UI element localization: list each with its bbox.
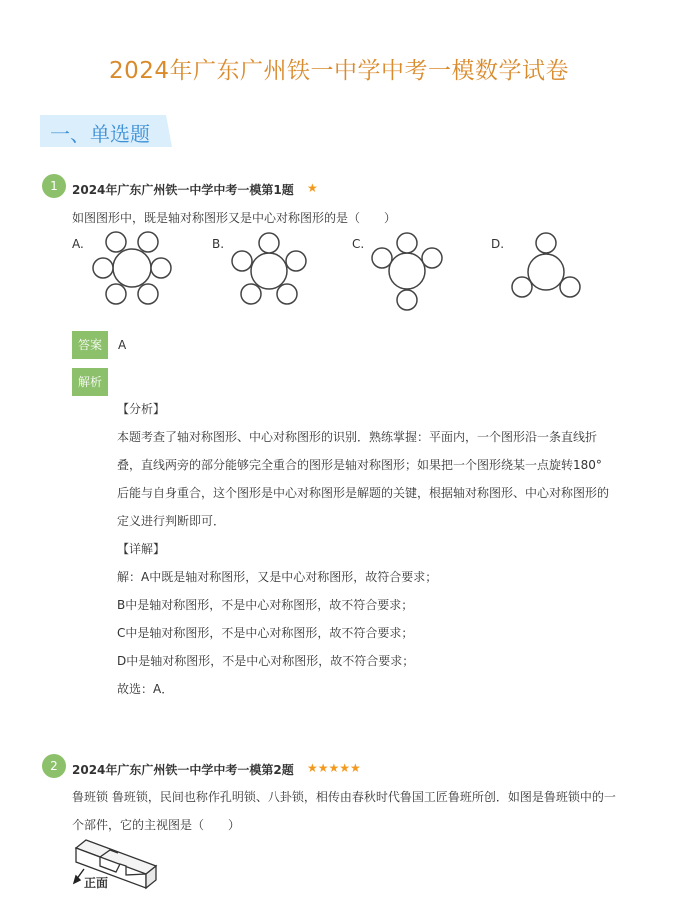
option-b-label: B.: [212, 237, 225, 251]
option-a-figure: [86, 228, 176, 308]
question-title[interactable]: 2024年广东广州铁一中学中考一模第2题: [72, 763, 294, 777]
analysis-line: B中是轴对称图形，不是中心对称图形，故不符合要求；: [117, 598, 414, 612]
difficulty-stars: ★: [307, 181, 318, 195]
analysis-tag: 解析: [72, 368, 108, 396]
analysis-line: 定义进行判断即可．: [117, 514, 226, 528]
option-c-figure: [366, 228, 456, 314]
stem-line: 鲁班锁 鲁班锁，民间也称作孔明锁、八卦锁，相传由春秋时代鲁国工匠鲁班所创．如图是鲁班锁中的一: [72, 790, 616, 804]
figure-front-label: 正面: [84, 876, 109, 890]
question-stem: [72, 783, 642, 839]
analysis-line: 【分析】: [117, 402, 166, 416]
option-d-figure: [506, 228, 596, 308]
analysis-line: 叠，直线两旁的部分能够完全重合的图形是轴对称图形；如果把一个图形绕某一点旋转180°: [117, 458, 602, 472]
analysis-line: 故选：A．: [117, 682, 174, 696]
option-c-label: C.: [352, 237, 365, 251]
question-number-badge: 2: [42, 754, 66, 778]
stem-line: 个部件，它的主视图是（ ）: [72, 818, 241, 832]
page-title: 2024年广东广州铁一中学中考一模数学试卷: [108, 58, 570, 84]
analysis-line: 后能与自身重合，这个图形是中心对称图形是解题的关键，根据轴对称图形、中心对称图形的: [117, 486, 610, 500]
question-title[interactable]: 2024年广东广州铁一中学中考一模第1题: [72, 183, 294, 197]
option-a-label: A.: [72, 237, 84, 251]
section-label: 一、单选题: [50, 122, 150, 146]
question-number-badge: 1: [42, 174, 66, 198]
analysis-line: 本题考查了轴对称图形、中心对称图形的识别．熟练掌握：平面内，一个图形沿一条直线折: [117, 430, 598, 444]
difficulty-stars: ★★★★★: [307, 761, 361, 775]
option-d-label: D.: [491, 237, 505, 251]
analysis-line: 解：A中既是轴对称图形，又是中心对称图形，故符合要求；: [117, 570, 438, 584]
section-banner: [40, 115, 172, 147]
analysis-block: [117, 395, 627, 703]
analysis-line: 【详解】: [117, 542, 166, 556]
option-b-figure: [226, 228, 316, 308]
answer-tag: 答案: [72, 331, 108, 359]
analysis-line: D中是轴对称图形，不是中心对称图形，故不符合要求；: [117, 654, 415, 668]
answer-value: A: [118, 338, 127, 352]
analysis-line: C中是轴对称图形，不是中心对称图形，故不符合要求；: [117, 626, 414, 640]
question-stem: 如图图形中，既是轴对称图形又是中心对称图形的是（ ）: [72, 211, 397, 225]
